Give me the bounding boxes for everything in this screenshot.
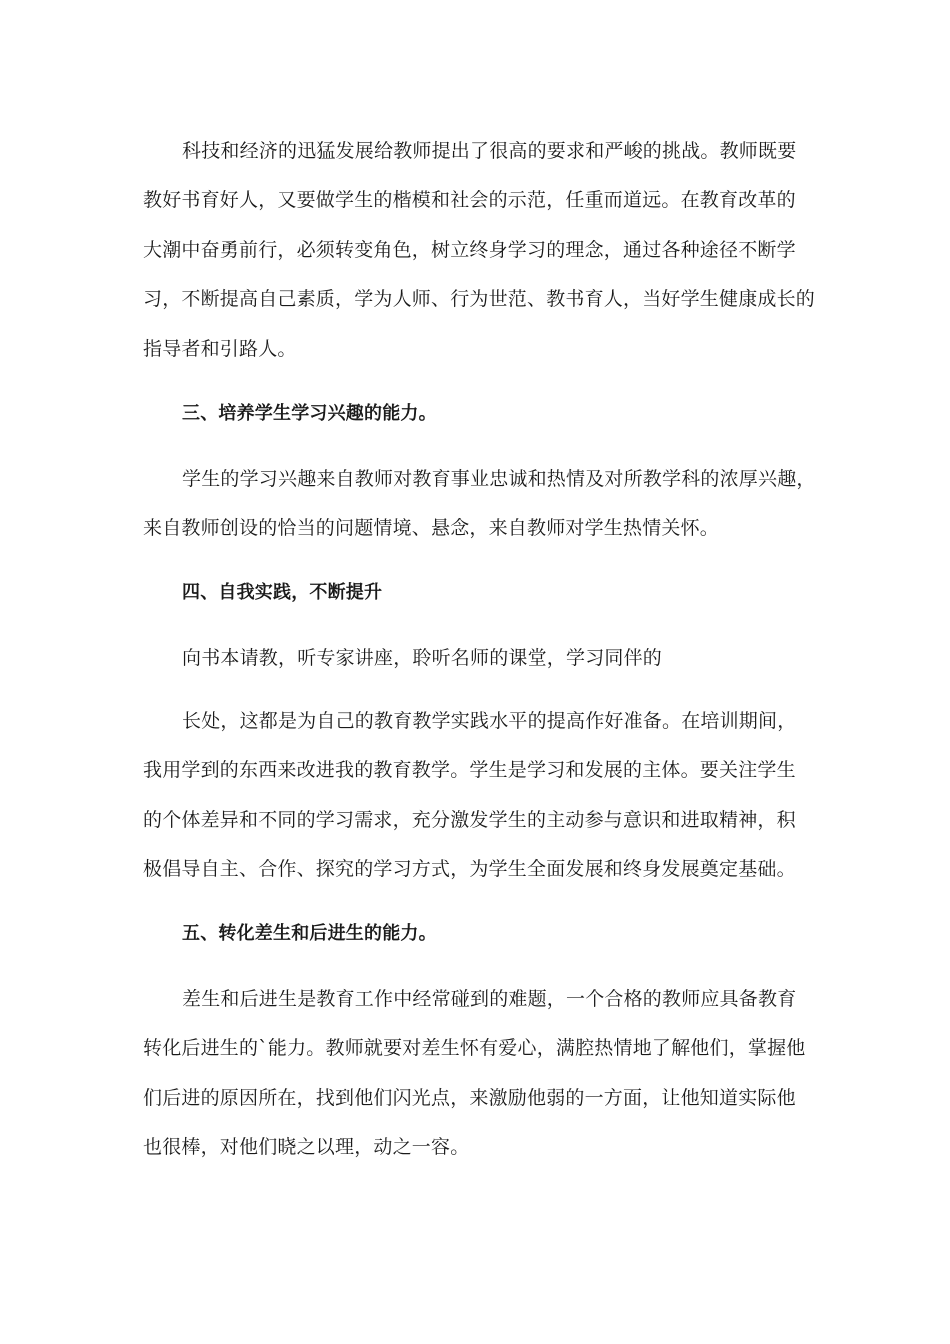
paragraph-4-line-1: 长处，这都是为自己的教育教学实践水平的提高作好准备。在培训期间， <box>182 710 797 732</box>
paragraph-4-line-4: 极倡导自主、合作、探究的学习方式，为学生全面发展和终身发展奠定基础。 <box>143 858 796 880</box>
paragraph-3-line-1: 向书本请教，听专家讲座，聆听名师的课堂，学习同伴的 <box>182 647 663 669</box>
paragraph-1-line-4: 习，不断提高自己素质，学为人师、行为世范、教书育人，当好学生健康成长的 <box>143 288 816 310</box>
paragraph-1-line-2: 教好书育好人，又要做学生的楷模和社会的示范，任重而道远。在教育改革的 <box>143 189 796 211</box>
section-3-heading: 三、培养学生学习兴趣的能力。 <box>182 403 437 424</box>
paragraph-1-line-3: 大潮中奋勇前行，必须转变角色，树立终身学习的理念，通过各种途径不断学 <box>143 239 796 261</box>
paragraph-2-line-1: 学生的学习兴趣来自教师对教育事业忠诚和热情及对所教学科的浓厚兴趣， <box>182 468 816 490</box>
paragraph-2-line-2: 来自教师创设的恰当的问题情境、悬念，来自教师对学生热情关怀。 <box>143 517 720 539</box>
paragraph-1-line-5: 指导者和引路人。 <box>143 338 297 360</box>
paragraph-5-line-4: 也很棒，对他们晓之以理，动之一容。 <box>143 1136 470 1158</box>
section-4-heading: 四、自我实践，不断提升 <box>182 582 383 603</box>
section-5-heading: 五、转化差生和后进生的能力。 <box>182 923 437 944</box>
paragraph-4-line-2: 我用学到的东西来改进我的教育教学。学生是学习和发展的主体。要关注学生 <box>143 759 796 781</box>
paragraph-5-line-3: 们后进的原因所在，找到他们闪光点，来激励他弱的一方面，让他知道实际他 <box>143 1087 796 1109</box>
paragraph-1-line-1: 科技和经济的迅猛发展给教师提出了很高的要求和严峻的挑战。教师既要 <box>182 140 797 162</box>
paragraph-5-line-1: 差生和后进生是教育工作中经常碰到的难题，一个合格的教师应具备教育 <box>182 988 797 1010</box>
paragraph-4-line-3: 的个体差异和不同的学习需求，充分激发学生的主动参与意识和进取精神，积 <box>143 809 796 831</box>
paragraph-5-line-2: 转化后进生的`能力。教师就要对差生怀有爱心，满腔热情地了解他们，掌握他 <box>143 1037 806 1059</box>
